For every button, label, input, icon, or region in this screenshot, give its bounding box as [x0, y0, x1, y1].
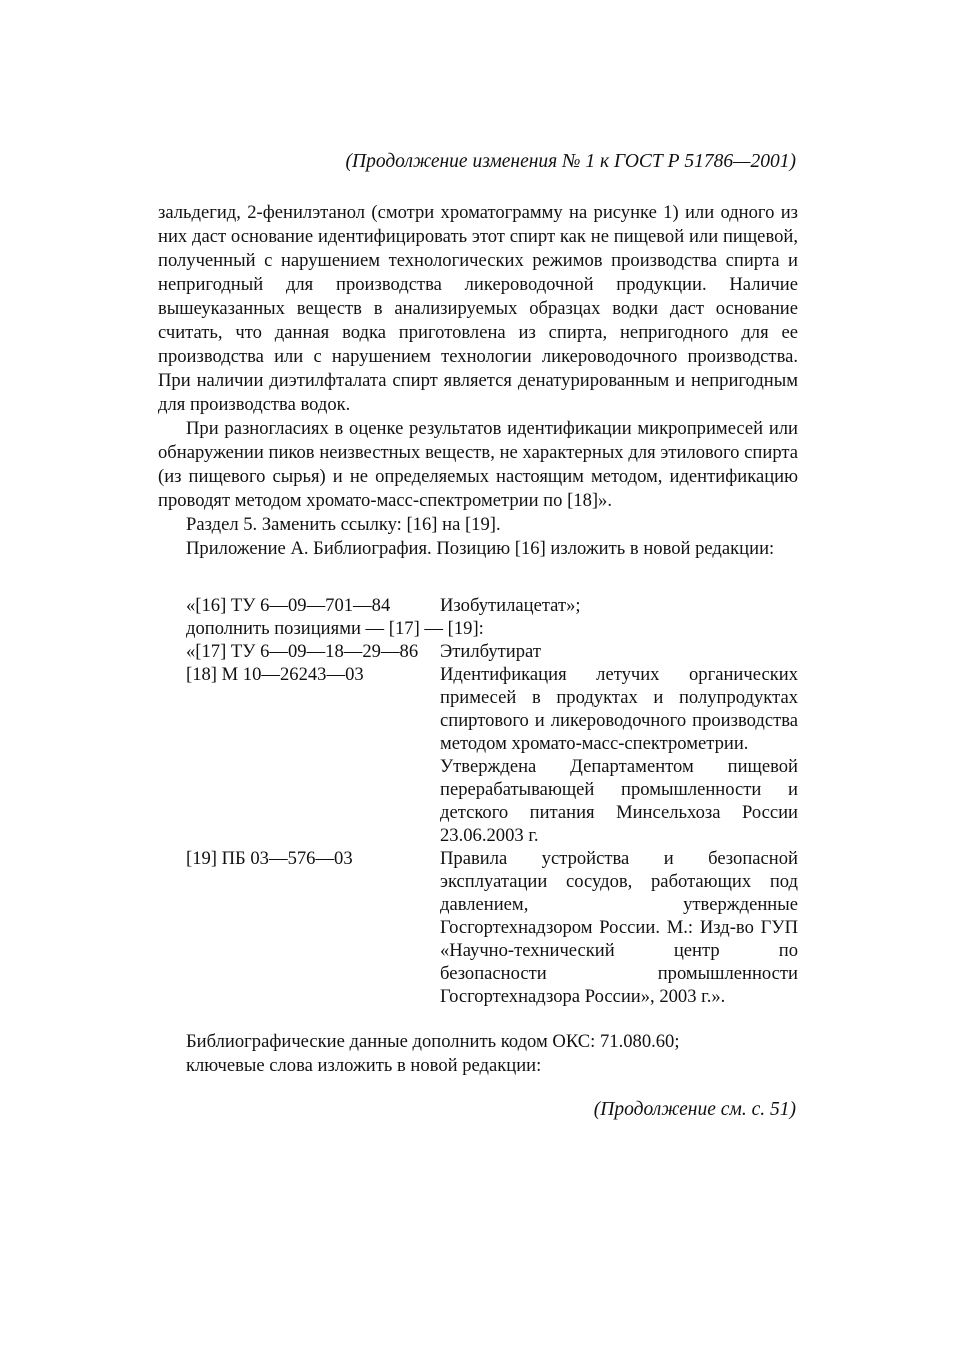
bib-desc-18	[440, 663, 798, 847]
bibliography-item-19	[158, 847, 798, 1008]
bib-desc-17: Этилбутират	[440, 641, 541, 662]
paragraph-3: Раздел 5. Заменить ссылку: [16] на [19].	[186, 514, 501, 535]
page-header: (Продолжение изменения № 1 к ГОСТ Р 51786—2001)	[345, 151, 796, 172]
bib-ref-17: «[17] ТУ 6—09—18—29—86	[186, 641, 419, 662]
main-text	[158, 201, 798, 561]
bibliography-item-18	[158, 663, 798, 847]
bib-desc-18-title: Идентификация летучих органических примесей в продуктах и полупродуктах спиртового и ликероводочного производства методом хромато-масс-спектрометрии.	[440, 664, 798, 754]
paragraph-4: Приложение А. Библиография. Позицию [16] изложить в новой редакции:	[186, 538, 775, 559]
bib-desc-16: Изобутилацетат»;	[440, 595, 581, 616]
bib-ref-19: [19] ПБ 03—576—03	[186, 848, 353, 869]
paragraph-2: При разногласиях в оценке результатов идентификации микропримесей или обнаружении пиков неизвестных веществ, не характерных для этилового спирта (из пищевого сырья) и не определяемых настоящим методом, идентификацию проводят методом хромато-масс-спектрометрии по [18]».	[158, 418, 798, 511]
page-footer: (Продолжение см. с. 51)	[593, 1099, 796, 1120]
bib-ref-18: [18] М 10—26243—03	[186, 664, 364, 685]
bibliography-item-16	[158, 594, 798, 617]
paragraph-1: зальдегид, 2-фенилэтанол (смотри хроматограмму на рисунке 1) или одного из них даст основание идентифицировать этот спирт как не пищевой или пищевой, полученный с нарушением технологических режимов производства спирта и непригодный для производства ликероводочной продукции. Наличие вышеуказанных веществ в анализируемых образцах водки даст основание считать, что данная водка приготовлена из спирта, непригодного для ее производства или с нарушением технологии ликероводочного производства. При наличии диэтилфталата спирт является денатурированным и непригодным для производства водок.	[158, 202, 798, 415]
closing-line-2: ключевые слова изложить в новой редакции:	[186, 1055, 542, 1076]
closing-line-1: Библиографические данные дополнить кодом ОКС: 71.080.60;	[186, 1031, 680, 1052]
add-positions-line: дополнить позициями — [17] — [19]:	[186, 618, 484, 639]
bibliography-item-17	[158, 640, 798, 663]
bib-desc-18-approved: Утверждена Департаментом пищевой перерабатывающей промышленности и детского питания Минсельхоза России 23.06.2003 г.	[440, 756, 798, 846]
bib-desc-19	[440, 847, 798, 1008]
bibliography-list	[158, 594, 798, 1008]
bib-desc-19-text: Правила устройства и безопасной эксплуатации сосудов, работающих под давлением, утвержденные Госгортехнадзором России. М.: Изд-во ГУП «Научно-технический центр по безопасности промышленности Госгортехнадзора России», 2003 г.».	[440, 848, 798, 1007]
closing-text	[186, 1030, 798, 1078]
bib-ref-16: «[16] ТУ 6—09—701—84	[186, 595, 391, 616]
